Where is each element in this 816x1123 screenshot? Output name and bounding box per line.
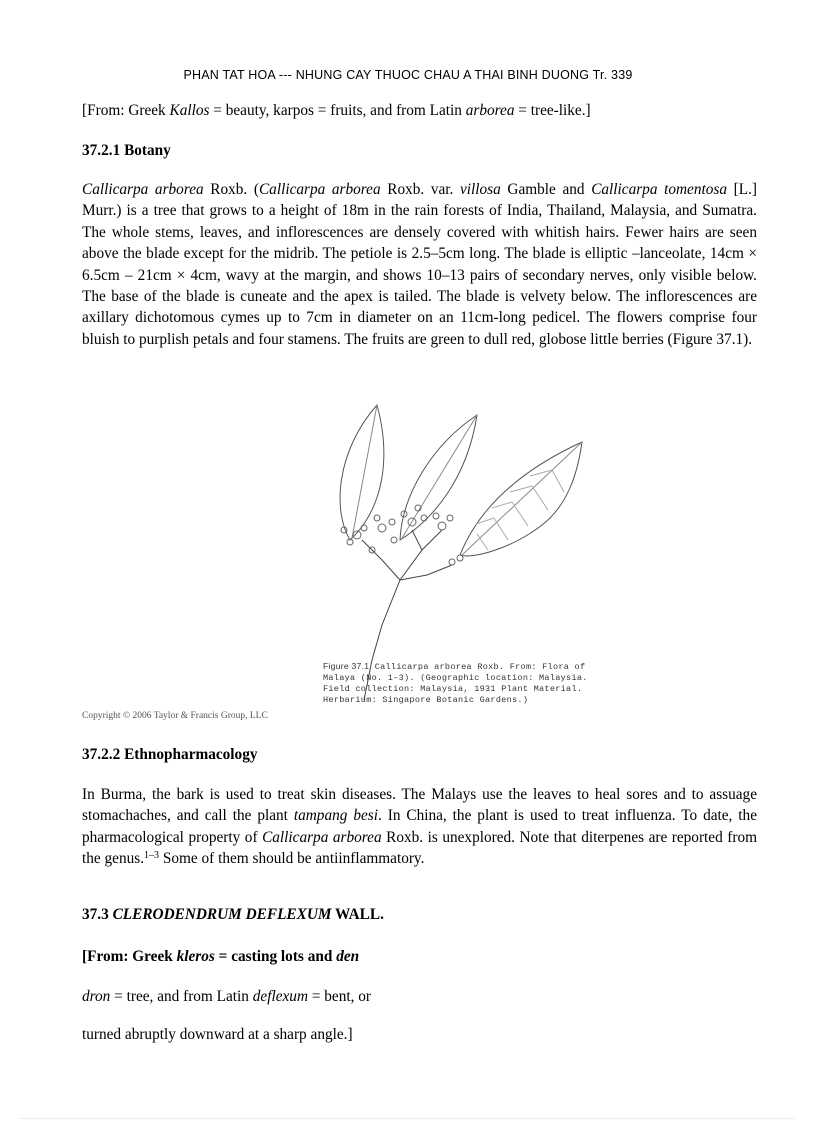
figure-caption-text: Callicarpa arborea Roxb. From: Flora of Malaya (No. 1–3). (Geographic location: Malaysia. Field collection: Malaysia, 1931 Plant Material. Herbarium: Singapore Botanic Gardens.) bbox=[323, 662, 588, 705]
text-run: [From: Greek bbox=[82, 948, 177, 965]
copyright-notice: Copyright © 2006 Taylor & Francis Group, LLC bbox=[82, 711, 268, 721]
text-run: Roxb. var. bbox=[380, 181, 460, 198]
species-name: CLERODENDRUM DEFLEXUM bbox=[112, 906, 332, 923]
botany-paragraph bbox=[82, 179, 757, 350]
etymology-clerodendrum-line3: turned abruptly downward at a sharp angle.] bbox=[82, 1026, 353, 1043]
text-run: Roxb. is unexplored. Note that diterpenes are reported from the genus. bbox=[82, 828, 757, 868]
leaf-midrib bbox=[352, 405, 377, 538]
text-run: Roxb. ( bbox=[203, 181, 259, 198]
etymology-term: Kallos bbox=[169, 102, 210, 119]
species-name: Callicarpa arborea bbox=[82, 181, 204, 198]
etymology-clerodendrum-line2 bbox=[82, 986, 757, 1007]
local-name: tampang besi bbox=[293, 807, 378, 825]
etymology-clerodendrum-line1 bbox=[82, 946, 757, 967]
etymology-term: kleros bbox=[176, 948, 215, 965]
figure-label: Figure 37.1 bbox=[323, 661, 370, 671]
figure-37-1 bbox=[82, 400, 762, 730]
page-header: PHAN TAT HOA --- NHUNG CAY THUOC CHAU A THAI BINH DUONG Tr. 339 bbox=[183, 68, 633, 82]
variety-name: villosa bbox=[459, 181, 501, 198]
etymology-text: = beauty, karpos = fruits, and from Latin bbox=[209, 102, 466, 119]
etymology-term: den bbox=[336, 948, 360, 965]
section-heading-botany: 37.2.1 Botany bbox=[82, 142, 171, 159]
etymology-callicarpa bbox=[82, 100, 757, 121]
leaf-veins bbox=[476, 470, 564, 550]
author-abbrev: WALL. bbox=[331, 906, 384, 923]
section-number: 37.3 bbox=[82, 906, 113, 923]
reference-superscript: 1–3 bbox=[144, 850, 160, 862]
section-heading-ethnopharmacology: 37.2.2 Ethnopharmacology bbox=[82, 746, 258, 763]
text-run: = bent, or bbox=[308, 988, 372, 1005]
species-name: Callicarpa tomentosa bbox=[591, 181, 727, 198]
species-name: Callicarpa arborea bbox=[258, 181, 381, 198]
ethnopharmacology-paragraph bbox=[82, 784, 757, 870]
text-run: [L.] Murr.) is a tree that grows to a height of 18m in the rain forests of India, Thailand, Malaysia, and Sumatra. The whole stems, leaves, and inflorescences are densely covered with whitish hairs. Fewer hairs are seen above the blade except for the midrib. The petiole is 2.5–5cm long. The blade is elliptic –lanceolate, 14cm × 6.5cm – 21cm × 4cm, wavy at the margin, and shows 10–13 pairs of secondary nerves, only visible below. The base of the blade is cuneate and the apex is tailed. The blade is velvety below. The inflorescences are axillary dichotomous cymes up to 7cm in diameter on an 11cm-long pedicel. The flowers comprise four bluish to purplish petals and four stamens. The fruits are green to dull red, globose little berries (Figure 37.1). bbox=[82, 181, 757, 348]
text-run: Some of them should be antiinflammatory. bbox=[159, 850, 425, 868]
etymology-term: deflexum bbox=[252, 988, 308, 1005]
figure-caption bbox=[323, 661, 593, 706]
text-run: Gamble and bbox=[500, 181, 592, 198]
etymology-term: arborea bbox=[465, 102, 515, 119]
flower-clusters bbox=[341, 505, 463, 565]
etymology-text: [From: Greek bbox=[82, 102, 170, 119]
leaf-midrib bbox=[402, 415, 477, 538]
etymology-text: = tree-like.] bbox=[514, 102, 591, 119]
text-run: = tree, and from Latin bbox=[110, 988, 253, 1005]
page-bottom-rule bbox=[20, 1118, 796, 1119]
text-run: = casting lots and bbox=[214, 948, 337, 965]
text-run: In Burma, the bark is used to treat skin diseases. The Malays use the leaves to heal sores and to assuage stomachaches, and call the plant bbox=[82, 786, 757, 825]
leaf-drawing bbox=[340, 405, 384, 540]
section-heading-clerodendrum bbox=[82, 906, 384, 924]
species-name: Callicarpa arborea bbox=[262, 828, 382, 846]
etymology-term: dron bbox=[82, 988, 111, 1005]
text-run: . In China, the plant is used to treat influenza. To date, the pharmacological property of bbox=[82, 807, 757, 846]
